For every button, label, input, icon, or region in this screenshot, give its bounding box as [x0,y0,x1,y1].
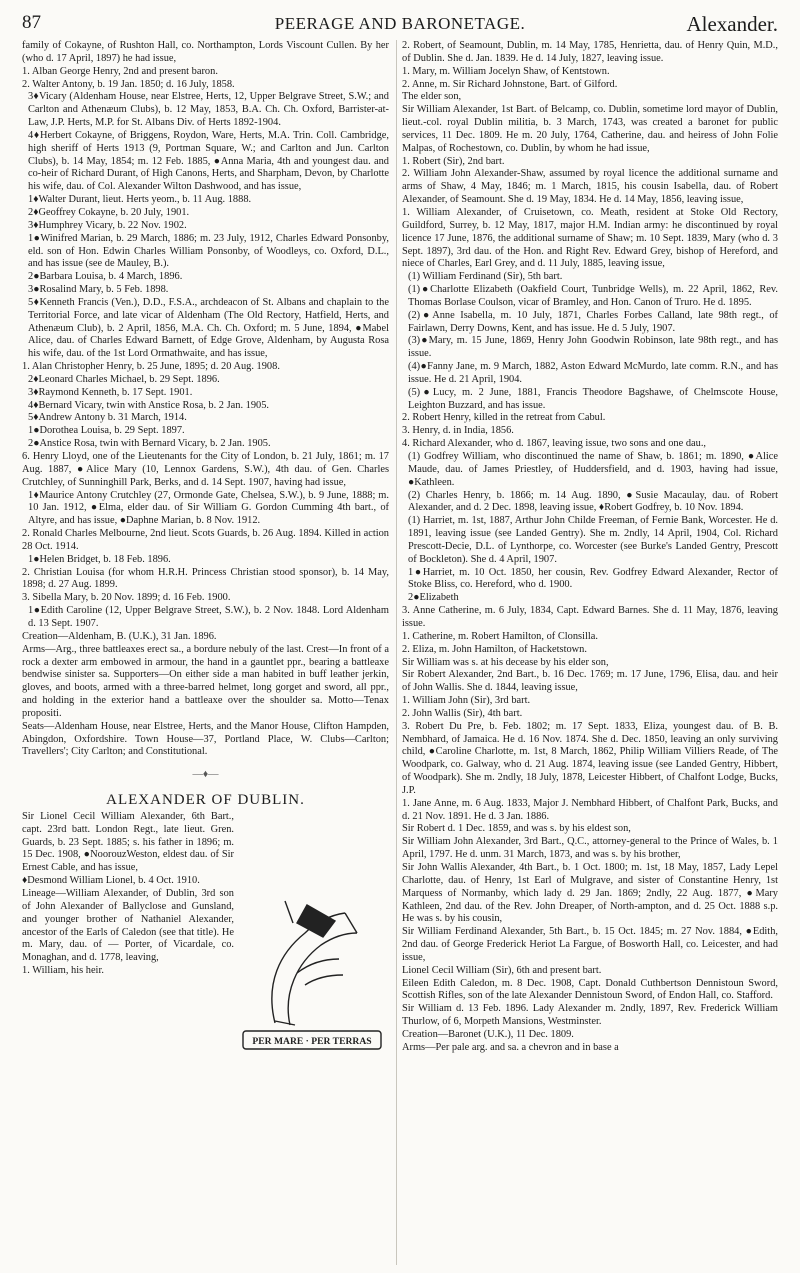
text-paragraph: 1. Alan Christopher Henry, b. 25 June, 1895; d. 20 Aug. 1908. [22,361,280,373]
text-paragraph: 1. Jane Anne, m. 6 Aug. 1833, Major J. Nembhard Hibbert, of Chalfont Park, Bucks, and d. 21 Nov. 1891. He d. 3 Jan. 1886. [402,797,778,822]
text-paragraph: 1. Catherine, m. Robert Hamilton, of Clonsilla. [402,630,598,642]
text-paragraph: 1●Harriet, m. 10 Oct. 1850, her cousin, Rev. Godfrey Edward Alexander, Rector of Stoke Bliss, co. Hereford, who d. 1900. [408,566,778,591]
text-paragraph: 3♦Humphrey Vicary, b. 22 Nov. 1902. [28,219,187,231]
running-head: Alexander. [686,12,778,36]
text-paragraph: Creation—Baronet (U.K.), 11 Dec. 1809. [402,1028,574,1040]
text-paragraph: Seats—Aldenham House, near Elstree, Herts, and the Manor House, Clifton Hampden, Abingdon, Oxfordshire. Town House—37, Portland Place, W. Clubs—Carlton; Travellers'; City Carlton; and Constitutional. [22,720,389,758]
text-paragraph: 2. Robert Henry, killed in the retreat from Cabul. [402,412,606,424]
text-paragraph: 1●Helen Bridget, b. 18 Feb. 1896. [28,553,171,565]
text-paragraph: The elder son, [402,91,462,103]
text-paragraph: Sir William John Alexander, 3rd Bart., Q.C., attorney-general to the Prince of Wales, b. 1 April, 1797. He d. unm. 31 March, 1873, and was s. by his brother, [402,836,778,861]
text-paragraph: Lineage—William Alexander, of Dublin, 3rd son of John Alexander of Ballyclose and Gunsland, and younger brother of Nathaniel Alexander, ancestor of the Earls of Caledon (see that title). He m. Mary, dau. of — Porter, of Vicardale, co. Monaghan, and d. 1778, leaving, [22,888,234,964]
text-paragraph: (2) Charles Henry, b. 1866; m. 14 Aug. 1890, ●Susie Macaulay, dau. of Robert Alexander, and d. 2 Dec. 1898, leaving issue, ♦Robert Godfrey, b. 10 Nov. 1894. [408,489,778,514]
text-paragraph: 5♦Andrew Antony b. 31 March, 1914. [28,412,187,424]
motto-banner-text: PER MARE · PER TERRAS [252,1036,372,1047]
text-paragraph: 1●Edith Caroline (12, Upper Belgrave Street, S.W.), b. 2 Nov. 1848. Lord Aldenham d. 13 Sept. 1907. [28,605,389,629]
text-paragraph: 2. Walter Antony, b. 19 Jan. 1850; d. 16 July, 1858. [22,78,235,90]
text-paragraph: 4. Richard Alexander, who d. 1867, leaving issue, two sons and one dau., [402,438,707,450]
text-paragraph: Sir John Wallis Alexander, 4th Bart., b. 1 Oct. 1800; m. 1st, 18 May, 1857, Lady Lepel Charlotte, dau. of Henry, 1st Earl of Mulgrave, and sister of Constantine Henry, 1st Marquess of Normanby, which lady d. 29 Jan. 1869; 2ndly, 22 Aug. 1877, ●Mary Kathleen, 2nd dau. of the Rev. John Dreaper, of North-ampton, and d. 25 Oct. 1888 s.p. He was s. by his cousin, [402,862,778,925]
text-paragraph: 1. William, his heir. [22,965,104,977]
text-paragraph: 2. Robert, of Seamount, Dublin, m. 14 May, 1785, Henrietta, dau. of Henry Quin, M.D., of Dublin. She d. Jan. 1839. He d. 14 July, 1827, leaving issue. [402,40,778,64]
text-paragraph: 1♦Maurice Antony Crutchley (27, Ormonde Gate, Chelsea, S.W.), b. 9 June, 1888; m. 10 Jan. 1912, ●Elma, elder dau. of Sir William G. Gordon Cumming 4th bart., of Altyre, and has issue, ●Daphne Marian, b. 8 Nov. 1912. [28,489,389,527]
text-paragraph: Sir William d. 13 Feb. 1896. Lady Alexander m. 2ndly, 1897, Rev. Frederick William Thurlow, of 6, Morpeth Mansions, Westminster. [402,1003,778,1028]
text-paragraph: Arms—Arg., three battleaxes erect sa., a bordure nebuly of the last. Crest—In front of a rock a dexter arm embowed in armour, the hand in a gauntlet ppr., bearing a battleaxe bendwise sinister sa. Supporters—On either side a man habited in buff leather jerkin, gloves, and boots, armed with a three-barred helmet, long gorget and sword, all ppr., and holding in the exterior hand a battleaxe over the shoulder sa. Motto—Tenax propositi. [22,643,389,719]
text-paragraph: (2)●Anne Isabella, m. 10 July, 1871, Charles Forbes Calland, late 98th regt., of Fairlawn, Derry Downs, Kent, and has issue. He d. 5 July, 1907. [408,309,778,334]
text-paragraph: 1. William John (Sir), 3rd bart. [402,695,531,707]
text-paragraph: Eileen Edith Caledon, m. 8 Dec. 1908, Capt. Donald Cuthbertson Dennistoun Sword, Scottish Rifles, son of the late Alexander Dennistoun Sword, of Endon Hall, co. Stafford. [402,977,778,1002]
text-paragraph: Sir William Ferdinand Alexander, 5th Bart., b. 15 Oct. 1845; m. 27 Nov. 1884, ●Edith, 2nd dau. of George Frederick Heriot La Fargue, of Bosworth Hall, co. Leicester, and had issue, [402,926,778,963]
page-header [0,8,800,38]
text-paragraph: Creation—Aldenham, B. (U.K.), 31 Jan. 1896. [22,630,217,642]
text-paragraph: 3●Rosalind Mary, b. 5 Feb. 1898. [28,284,169,296]
page-number: 87 [22,12,41,33]
text-paragraph: 1. Mary, m. William Jocelyn Shaw, of Kentstown. [402,65,610,77]
text-paragraph: family of Cokayne, of Rushton Hall, co. Northampton, Lords Viscount Cullen. By her (who d. 17 April, 1897) he had issue, [22,40,389,64]
text-paragraph: 2●Elizabeth [408,592,459,604]
text-paragraph: (1) Harriet, m. 1st, 1887, Arthur John Childe Freeman, of Fernie Bank, Worcester. He d. 1891, leaving issue (see Landed Gentry). She m. 2ndly, 14 April, 1904, Col. Richard Prescott-Decie, D.L. of Lynthorpe, co. Worcester (see Burke's Landed Gentry, Prescott of Bockleton). She d. 4 April, 1907. [408,515,778,565]
text-paragraph: Sir Robert Alexander, 2nd Bart., b. 16 Dec. 1769; m. 17 June, 1796, Elisa, dau. and heir of John Wallis. She d. 1844, leaving issue, [402,669,778,694]
left-column [22,40,389,978]
column-rule [396,40,397,1265]
text-paragraph: 3. Anne Catherine, m. 6 July, 1834, Capt. Edward Barnes. She d. 11 May, 1876, leaving issue. [402,605,778,629]
text-paragraph: Arms—Per pale arg. and sa. a chevron and in base a [402,1041,619,1053]
left-paragraphs [22,40,389,759]
page-title: PEERAGE AND BARONETAGE. [274,14,526,33]
dublin-paragraphs [22,811,234,978]
text-paragraph: 3. Henry, d. in India, 1856. [402,425,514,437]
text-paragraph: Sir Lionel Cecil William Alexander, 6th Bart., capt. 23rd batt. London Regt., late lieut. Gren. Guards, b. 23 Sept. 1885; s. his father in 1896; m. 15 Dec. 1908, ●NoorouzWeston, eldest dau. of Sir Ernest Cable, and has issue, [22,810,234,874]
text-paragraph: 2●Barbara Louisa, b. 4 March, 1896. [28,271,183,283]
text-paragraph: 2●Anstice Rosa, twin with Bernard Vicary, b. 2 Jan. 1905. [28,438,271,450]
crest-emblem [235,893,385,1057]
right-column [402,40,778,1055]
text-paragraph: ♦Desmond William Lionel, b. 4 Oct. 1910. [22,875,200,887]
text-paragraph: 2. Christian Louisa (for whom H.R.H. Princess Christian stood sponsor), b. 14 May, 1898; d. 27 Aug. 1899. [22,566,389,591]
text-paragraph: 2. William John Alexander-Shaw, assumed by royal licence the additional surname and arms of Shaw, 4 May, 1846; m. 1 March, 1815, his cousin Isabella, dau. of Robert Alexander, of Seamount. She d. 19 May, 1834. He d. 14 May, 1856, leaving issue, [402,168,778,206]
text-paragraph: 1. William Alexander, of Cruisetown, co. Meath, resident at Stoke Old Rectory, Guildford, Surrey, b. 12 May, 1817, major H.M. Indian army: he discontinued by royal licence 17 June, 1876, the additional surname of Shaw; m. 10 Sept. 1839, Mary (who d. 3 Sept. 1897), 3rd dau. of the Hon. and Right Rev. Edward Grey, bishop of Hereford, and niece of Charles, Earl Grey, and d. 11 July, 1885, leaving issue, [402,206,778,270]
text-paragraph: 3. Sibella Mary, b. 20 Nov. 1899; d. 16 Feb. 1900. [22,592,231,604]
text-paragraph: (5)●Lucy, m. 2 June, 1881, Francis Theodore Bagshawe, of Chelmscote House, Leighton Buzzard, and has issue. [408,386,778,411]
text-paragraph: 2♦Geoffrey Cokayne, b. 20 July, 1901. [28,206,190,218]
text-paragraph: 3♦Vicary (Aldenham House, near Elstree, Herts, 12, Upper Belgrave Street, S.W.; and Carlton and Athenæum Clubs), b. 12 May, 1853, B.A. Ch. Ch. Oxford, Barrister-at-Law, J.P. Herts, M.P. for St. Albans Div. of Herts 1892-1904. [28,91,389,129]
right-paragraphs [402,40,778,1055]
text-paragraph: Sir Robert d. 1 Dec. 1859, and was s. by his eldest son, [402,823,631,835]
text-paragraph: Sir William was s. at his decease by his elder son, [402,656,609,668]
text-paragraph: 1. Alban George Henry, 2nd and present baron. [22,65,218,77]
text-paragraph: 1●Dorothea Louisa, b. 29 Sept. 1897. [28,425,185,437]
text-paragraph: 1♦Walter Durant, lieut. Herts yeom., b. 11 Aug. 1888. [28,194,252,206]
section-heading: ALEXANDER OF DUBLIN. [106,792,305,809]
text-paragraph: 4♦Herbert Cokayne, of Briggens, Roydon, Ware, Herts, M.A. Trin. Coll. Cambridge, high sheriff of Herts 1913 (9, Portman Square, W.; and Carlton and Jun. Carlton Clubs), b. 14 May, 1854; m. 12 Feb. 1885, ●Anna Maria, 4th and youngest dau. and co-heir of Richard Durant, of High Canons, Herts, and Sharpham, Devon, by Charlotte his wife, dau. of Col. Alexander Wilton Dashwood, and has issue, [28,129,389,193]
text-paragraph: 4♦Bernard Vicary, twin with Anstice Rosa, b. 2 Jan. 1905. [28,399,270,411]
text-paragraph: 6. Henry Lloyd, one of the Lieutenants for the City of London, b. 21 July, 1861; m. 17 Aug. 1887, ●Alice Mary (10, Lennox Gardens, S.W.), 4th dau. of Gen. Charles Crutchley, of Sunninghill Park, Berks, and d. 14 Sept. 1907, having had issue, [22,451,389,488]
text-paragraph: (4)●Fanny Jane, m. 9 March, 1882, Aston Edward McMurdo, late comm. R.N., and has issue. He d. 21 April, 1904. [408,361,778,385]
text-paragraph: 2. Ronald Charles Melbourne, 2nd lieut. Scots Guards, b. 26 Aug. 1894. Killed in action 28 Oct. 1914. [22,528,389,552]
text-paragraph: (1) Godfrey William, who discontinued the name of Shaw, b. 1861; m. 1890, ●Alice Maude, dau. of James Priestley, of Huddersfield, and d. 1903, having had issue, ●Kathleen. [408,451,778,488]
text-paragraph: (1) William Ferdinand (Sir), 5th bart. [408,271,563,283]
text-paragraph: 5♦Kenneth Francis (Ven.), D.D., F.S.A., archdeacon of St. Albans and chaplain to the Territorial Force, and late vicar of Aldenham (The Old Rectory, Hatfield, Herts, and Athenæum Club), b. 2 April, 1856, M.A. Ch. Ch. Oxford; m. 5 June, 1894, ●Mabel Alice, dau. of Charles Edward Barnett, of Edge Grove, Aldenham, by Augusta Rosa his wife, dau. of the 1st Lord Ormathwaite, and has issue, [28,296,389,360]
text-paragraph: 2. Anne, m. Sir Richard Johnstone, Bart. of Gilford. [402,78,618,90]
text-paragraph: (1)●Charlotte Elizabeth (Oakfield Court, Tunbridge Wells), m. 22 April, 1862, Rev. Thomas Borlase Coulson, vicar of Bramley, and Hon. Canon of Truro. He d. 1895. [408,284,778,308]
section-divider: —♦— [192,769,219,781]
text-paragraph: Lionel Cecil William (Sir), 6th and present bart. [402,964,602,976]
text-paragraph: 2. Eliza, m. John Hamilton, of Hacketstown. [402,643,587,655]
text-paragraph: Sir William Alexander, 1st Bart. of Belcamp, co. Dublin, sometime lord mayor of Dublin, lieut.-col. royal Dublin militia, b. 3 March, 1743, was created a baronet for public services, 11 Dec. 1809. He m. 20 July, 1764, Catherine, dau. and heiress of John Folie Malpas, of Rochestown, co. Dublin, by whom he had issue, [402,104,778,154]
text-paragraph: 2♦Leonard Charles Michael, b. 29 Sept. 1896. [28,373,220,385]
text-paragraph: (3)●Mary, m. 15 June, 1869, Henry John Goodwin Robinson, late 98th regt., and has issue. [408,335,778,360]
text-paragraph: 1●Winifred Marian, b. 29 March, 1886; m. 23 July, 1912, Charles Edward Ponsonby, eld. son of Hon. Edwin Charles William Ponsonby, of Woodleys, co. Oxford, D.L., and has issue (see de Mauley, B.). [28,232,389,270]
text-paragraph: 1. Robert (Sir), 2nd bart. [402,155,505,167]
text-paragraph: 2. John Wallis (Sir), 4th bart. [402,707,523,719]
text-paragraph: 3. Robert Du Pre, b. Feb. 1802; m. 17 Sept. 1833, Eliza, youngest dau. of B. B. Nembhard, of Jamaica. He d. 16 Nov. 1874. She d. Dec. 1850, leaving an only surviving child, ●Caroline Charlotte, m. 1st, 8 March, 1862, Philip William Villiers Reade, of The Woodpark, co. Galway, who d. 21 Aug. 1874, leaving issue (see Landed Gentry, Hibbert, of Woodpark). She m. 2ndly, 18 July, 1878, Leicester Hibbert, of Chalfont Lodge, Bucks, J.P. [402,720,778,796]
text-paragraph: 3♦Raymond Kenneth, b. 17 Sept. 1901. [28,386,193,398]
